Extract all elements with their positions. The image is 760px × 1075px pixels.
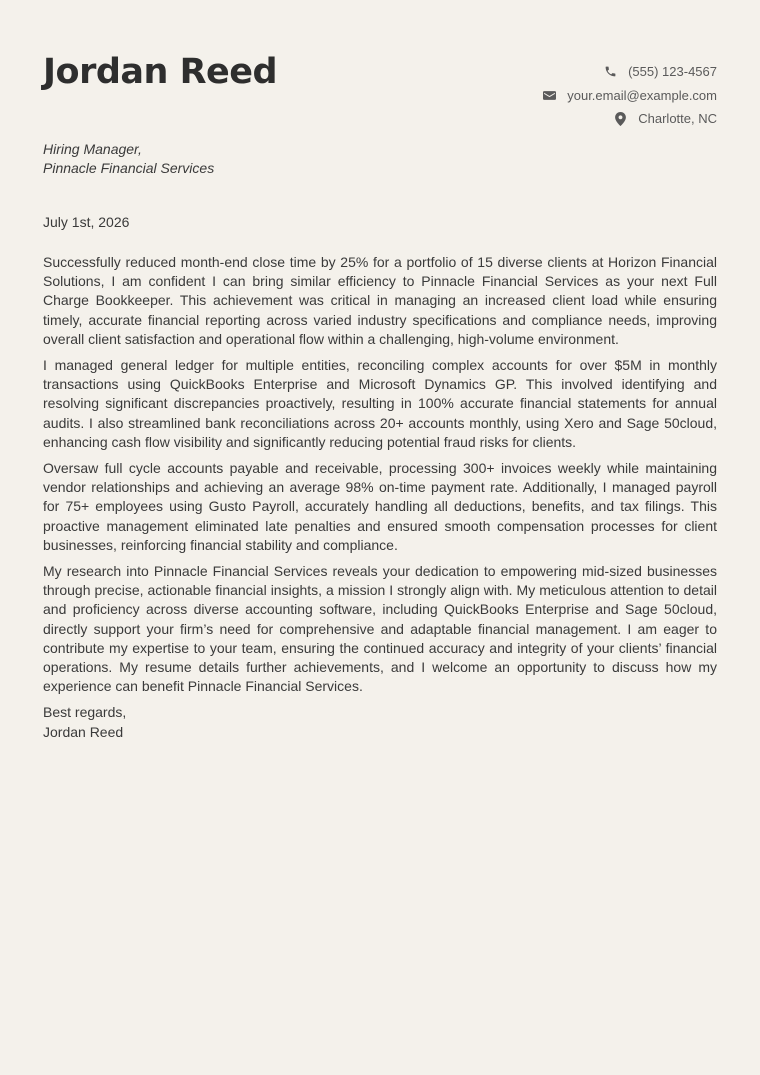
- letter-date: July 1st, 2026: [43, 214, 130, 230]
- letter-body: [43, 253, 717, 742]
- contact-email[interactable]: your.email@example.com: [567, 87, 717, 103]
- contact-location: Charlotte, NC: [638, 111, 717, 127]
- body-paragraph: Oversaw full cycle accounts payable and receivable, processing 300+ invoices weekly while maintaining vendor relationships and achieving an average 98% on-time payment rate. Additionally, I managed payroll for 75+ employees using Gusto Payroll, accurately handling all deductions, benefits, and tax filings. This proactive management eliminated late penalties and ensured smooth compensation processes for client businesses, reinforcing financial stability and compliance.: [43, 460, 717, 553]
- contact-email-row: [542, 84, 717, 108]
- recipient-company: Pinnacle Financial Services: [43, 160, 215, 176]
- contact-phone-row: [542, 60, 717, 84]
- body-paragraph: I managed general ledger for multiple entities, reconciling complex accounts for over $5M in monthly transactions using QuickBooks Enterprise and Microsoft Dynamics GP. This involved identifying and resolving significant discrepancies proactively, resulting in 100% accurate financial statements for annual audits. I also streamlined bank reconciliations across 20+ accounts monthly, using Xero and Sage 50cloud, enhancing cash flow visibility and significantly reducing potential fraud risks for clients.: [43, 357, 717, 450]
- map-pin-icon: [613, 112, 627, 126]
- applicant-name: Jordan Reed: [43, 52, 278, 92]
- envelope-icon: [542, 88, 556, 102]
- phone-icon: [603, 65, 617, 79]
- recipient-block: [43, 140, 214, 178]
- contact-phone: (555) 123-4567: [628, 64, 717, 80]
- body-paragraph: Successfully reduced month-end close time by 25% for a portfolio of 15 diverse clients at Horizon Financial Solutions, I am confident I can bring similar efficiency to Pinnacle Financial Services as your next Full Charge Bookkeeper. This achievement was critical in managing an increased client load while ensuring timely, accurate financial reporting across varied industry specifications and compliance needs, improving overall client satisfaction and operational flow within a challenging, high-volume environment.: [43, 254, 717, 347]
- signoff-name: Jordan Reed: [43, 723, 124, 740]
- contact-block: [542, 60, 717, 131]
- body-paragraph: My research into Pinnacle Financial Services reveals your dedication to empowering mid-sized businesses through precise, actionable financial insights, a mission I strongly align with. My meticulous attention to detail and proficiency across diverse accounting software, including QuickBooks Enterprise and Sage 50cloud, directly support your firm’s need for comprehensive and adaptable financial management. I am eager to contribute my expertise to your team, ensuring the continued accuracy and integrity of your clients’ financial operations. My resume details further achievements, and I welcome an opportunity to discuss how my experience can benefit Pinnacle Financial Services.: [43, 563, 717, 695]
- signoff-closing: Best regards,: [43, 704, 127, 721]
- signoff-block: [43, 703, 717, 741]
- contact-location-row: [542, 107, 717, 131]
- recipient-title: Hiring Manager,: [43, 141, 142, 157]
